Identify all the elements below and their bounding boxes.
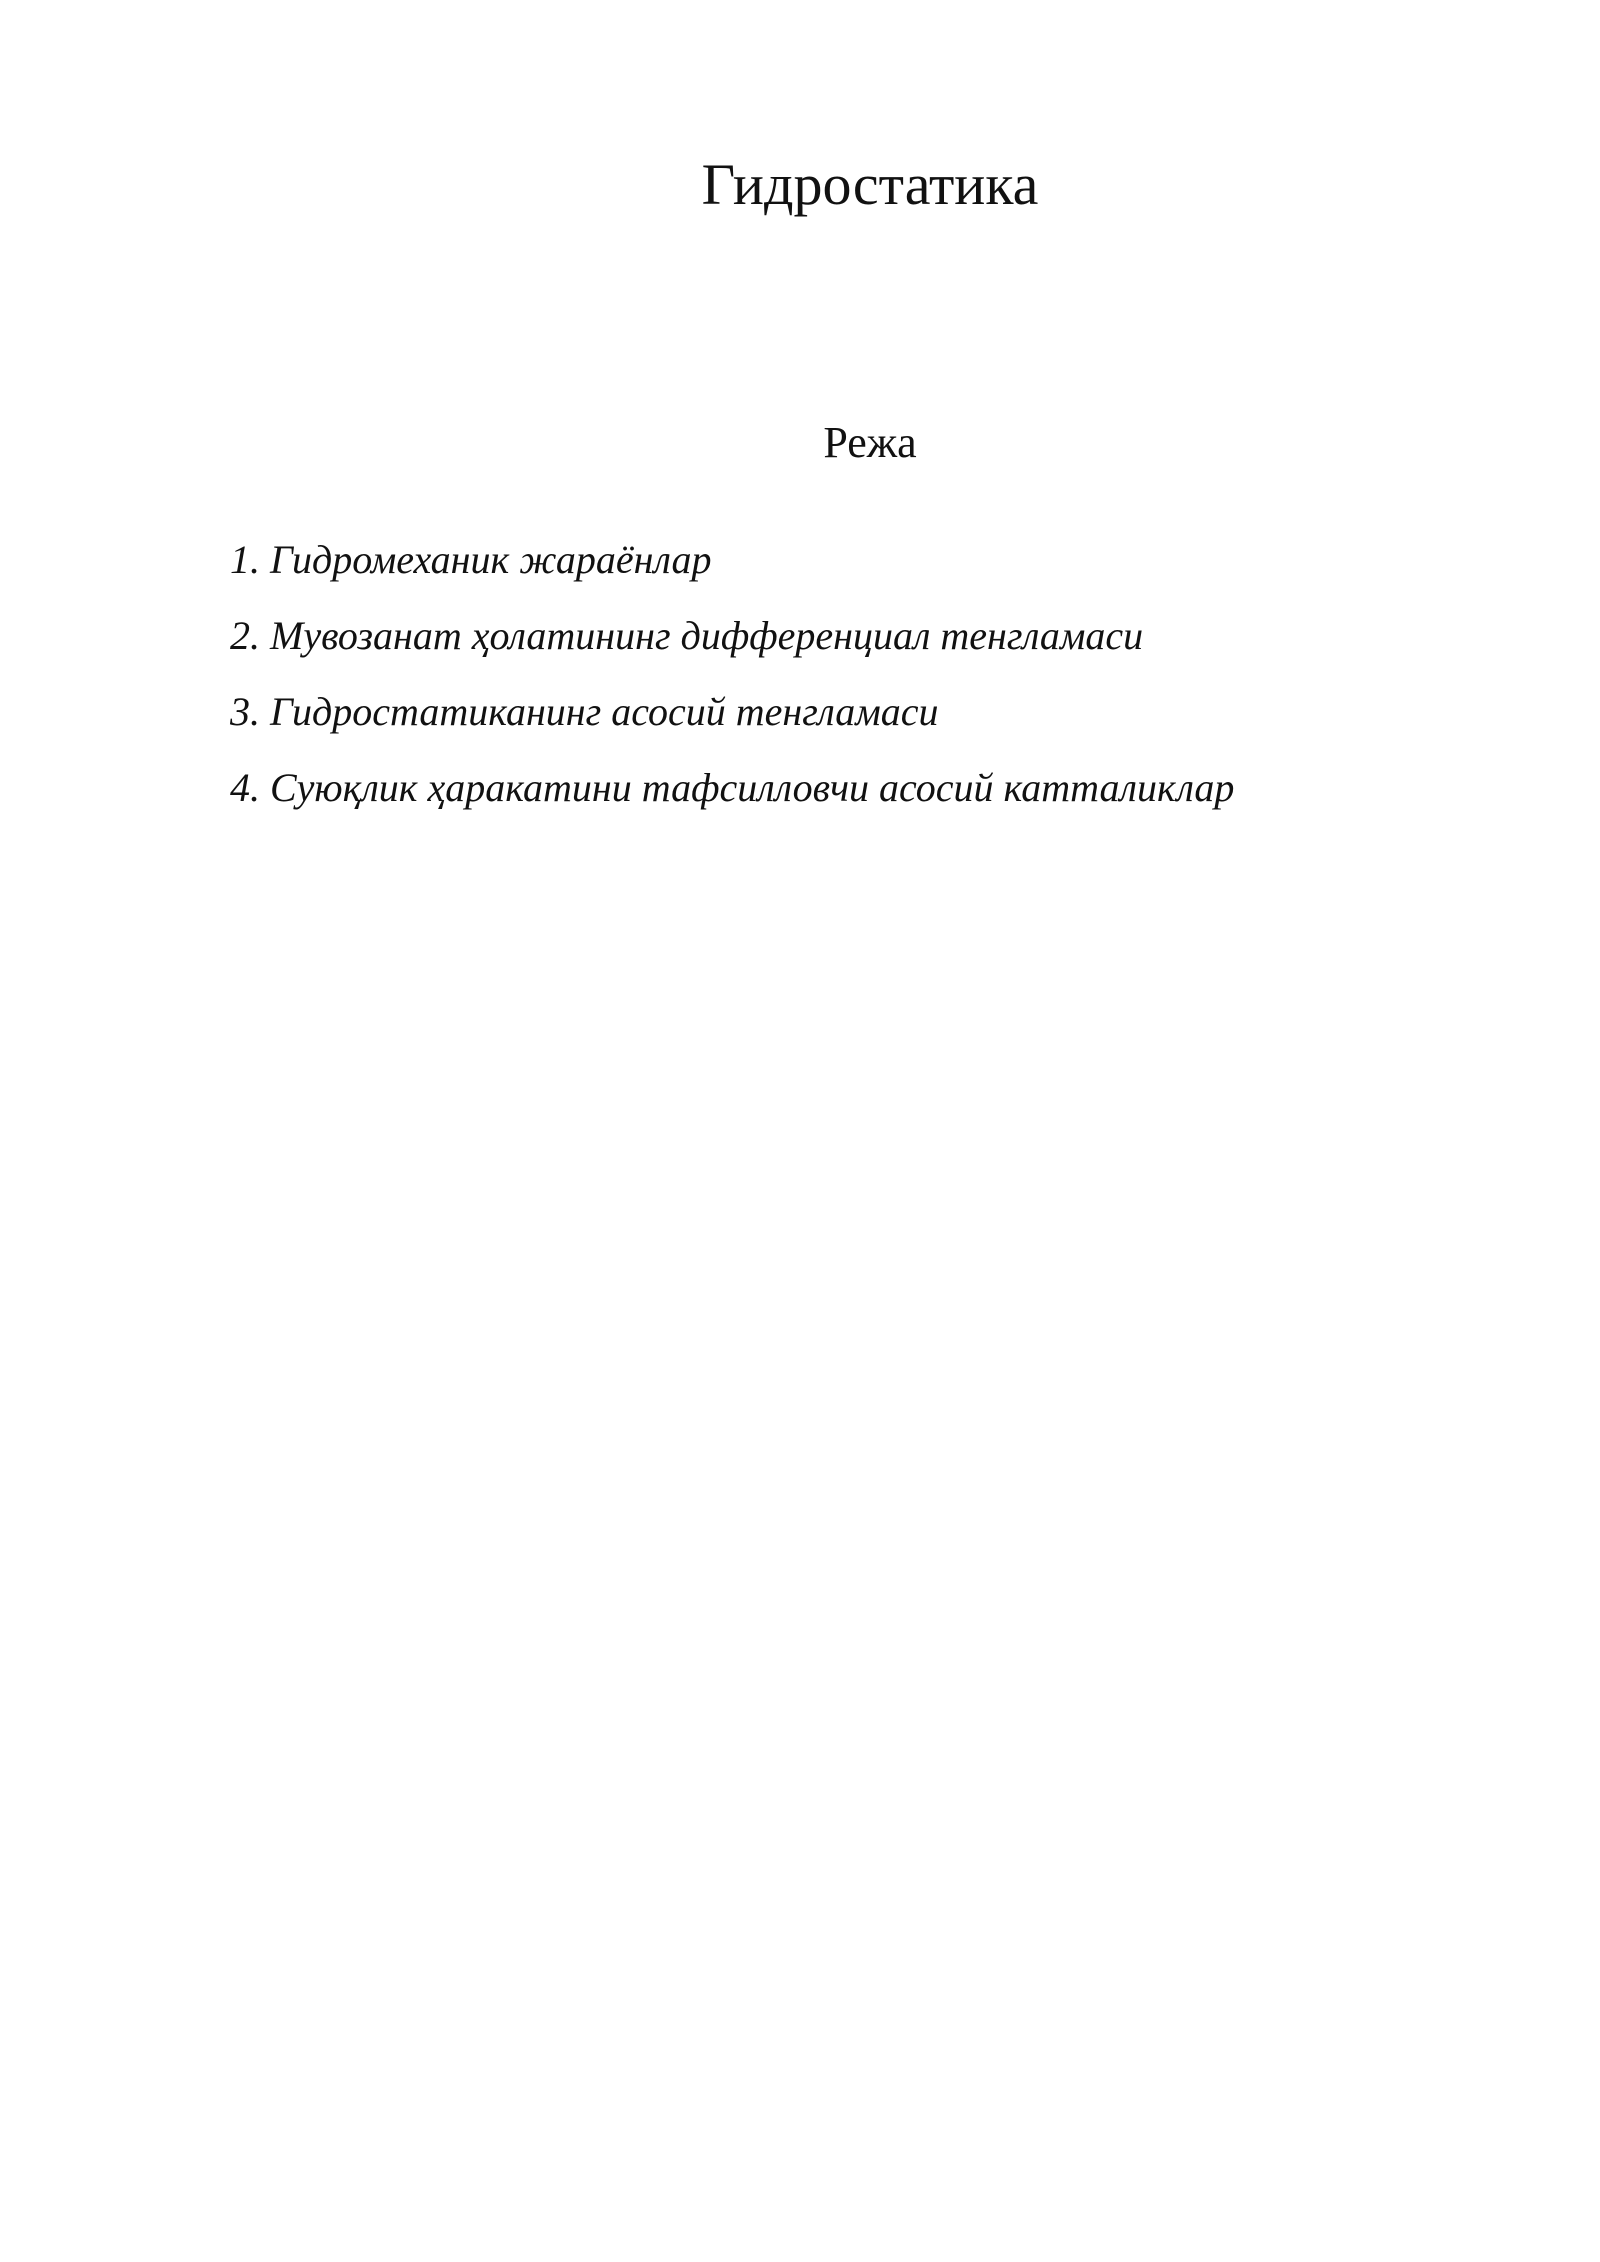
- plan-item-1: 1. Гидромеханик жараёнлар: [230, 537, 712, 582]
- plan-list: [230, 535, 1430, 839]
- plan-heading: Режа: [823, 418, 917, 467]
- plan-item-2: 2. Мувозанат ҳолатининг дифференциал тенгламаси: [230, 613, 1144, 658]
- plan-item-3: 3. Гидростатиканинг асосий тенгламаси: [230, 689, 939, 734]
- plan-item-4: 4. Суюқлик ҳаракатини тафсилловчи асосий катталиклар: [230, 765, 1235, 810]
- page-title: Гидростатика: [701, 152, 1039, 217]
